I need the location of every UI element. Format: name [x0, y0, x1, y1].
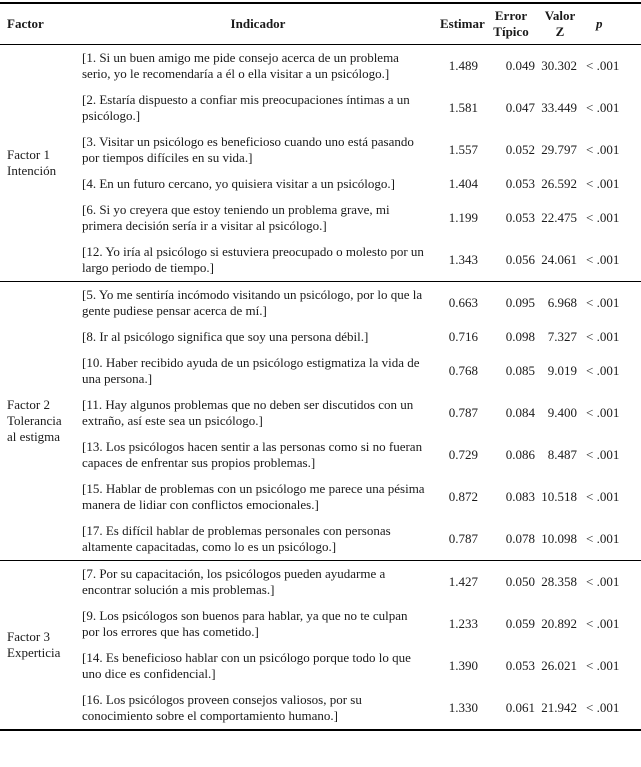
std-error-cell: 0.098	[505, 329, 535, 344]
estimate-cell: 1.390	[448, 658, 478, 673]
table-row	[0, 350, 641, 392]
table-row	[0, 392, 641, 434]
indicator-cell: [1. Si un buen amigo me pide consejo acerca de un problema serio, yo le recomendaría a él o ella visitar a un psicólogo.]	[82, 50, 399, 81]
std-error-cell: 0.095	[505, 295, 535, 310]
std-error-cell: 0.052	[505, 142, 535, 157]
p-value-cell: < .001	[586, 405, 620, 420]
estimate-cell: 0.787	[448, 531, 478, 546]
factor-label: Factor 3 Experticia	[7, 629, 61, 660]
z-value-cell: 8.487	[547, 447, 577, 462]
estimate-cell: 1.343	[448, 252, 478, 267]
z-value-cell: 21.942	[541, 700, 577, 715]
p-value-cell: < .001	[586, 295, 620, 310]
std-error-cell: 0.083	[505, 489, 535, 504]
std-error-cell: 0.084	[505, 405, 535, 420]
table-row	[0, 45, 641, 88]
p-value-cell: < .001	[586, 252, 620, 267]
estimate-cell: 1.557	[448, 142, 478, 157]
p-value-cell: < .001	[586, 616, 620, 631]
header-estimar: Estimar	[438, 3, 484, 45]
table-row	[0, 324, 641, 350]
p-value-cell: < .001	[586, 142, 620, 157]
factor-label: Factor 2 Tolerancia al estigma	[7, 397, 62, 444]
p-value-cell: < .001	[586, 574, 620, 589]
estimate-cell: 0.716	[448, 329, 478, 344]
z-value-cell: 6.968	[547, 295, 577, 310]
indicator-cell: [11. Hay algunos problemas que no deben ser discutidos con un extraño, así este sea un psicólogo.]	[82, 397, 414, 428]
std-error-cell: 0.047	[505, 100, 535, 115]
estimate-cell: 0.663	[448, 295, 478, 310]
indicator-cell: [3. Visitar un psicólogo es beneficioso cuando uno está pasando por tiempos difíciles en su vida.]	[82, 134, 414, 165]
indicator-cell: [10. Haber recibido ayuda de un psicólogo estigmatiza la vida de una persona.]	[82, 355, 420, 386]
header-p: p	[582, 3, 641, 45]
indicator-cell: [8. Ir al psicólogo significa que soy una persona débil.]	[82, 329, 369, 344]
z-value-cell: 9.400	[547, 405, 577, 420]
z-value-cell: 10.098	[541, 531, 577, 546]
p-value-cell: < .001	[586, 658, 620, 673]
factor-label: Factor 1 Intención	[7, 147, 57, 178]
z-value-cell: 20.892	[541, 616, 577, 631]
z-value-cell: 29.797	[541, 142, 577, 157]
z-value-cell: 7.327	[547, 329, 577, 344]
factor-group-1	[0, 45, 641, 282]
estimate-cell: 0.729	[448, 447, 478, 462]
estimate-cell: 1.404	[448, 176, 478, 191]
estimate-cell: 1.330	[448, 700, 478, 715]
table-row	[0, 282, 641, 325]
estimate-cell: 0.872	[448, 489, 478, 504]
indicator-cell: [12. Yo iría al psicólogo si estuviera preocupado o molesto por un largo periodo de tiempo.]	[82, 244, 424, 275]
table-row	[0, 561, 641, 604]
p-value-cell: < .001	[586, 210, 620, 225]
std-error-cell: 0.056	[505, 252, 535, 267]
std-error-cell: 0.086	[505, 447, 535, 462]
z-value-cell: 26.021	[541, 658, 577, 673]
table-row	[0, 171, 641, 197]
estimate-cell: 0.768	[448, 363, 478, 378]
std-error-cell: 0.049	[505, 58, 535, 73]
std-error-cell: 0.078	[505, 531, 535, 546]
table-row	[0, 434, 641, 476]
estimate-cell: 1.581	[448, 100, 478, 115]
estimate-cell: 1.427	[448, 574, 478, 589]
table-row	[0, 603, 641, 645]
table-row	[0, 476, 641, 518]
p-value-cell: < .001	[586, 489, 620, 504]
factor-group-2	[0, 282, 641, 561]
indicator-cell: [7. Por su capacitación, los psicólogos pueden ayudarme a encontrar solución a mis problemas.]	[82, 566, 386, 597]
header-factor: Factor	[0, 3, 78, 45]
p-value-cell: < .001	[586, 176, 620, 191]
table-header	[0, 3, 641, 45]
table-row	[0, 687, 641, 730]
indicator-cell: [17. Es difícil hablar de problemas personales con personas altamente capacitadas, como lo es un psicólogo.]	[82, 523, 391, 554]
z-value-cell: 24.061	[541, 252, 577, 267]
std-error-cell: 0.050	[505, 574, 535, 589]
z-value-cell: 22.475	[541, 210, 577, 225]
table-row	[0, 197, 641, 239]
p-value-cell: < .001	[586, 447, 620, 462]
z-value-cell: 30.302	[541, 58, 577, 73]
z-value-cell: 28.358	[541, 574, 577, 589]
z-value-cell: 9.019	[547, 363, 577, 378]
header-indicador: Indicador	[78, 3, 438, 45]
z-value-cell: 33.449	[541, 100, 577, 115]
p-value-cell: < .001	[586, 100, 620, 115]
indicator-cell: [16. Los psicólogos proveen consejos valiosos, por su conocimiento sobre el comportamiento humano.]	[82, 692, 362, 723]
p-value-cell: < .001	[586, 700, 620, 715]
table-row	[0, 129, 641, 171]
header-valor-z: Valor Z	[538, 3, 582, 45]
std-error-cell: 0.053	[505, 210, 535, 225]
p-value-cell: < .001	[586, 329, 620, 344]
z-value-cell: 26.592	[541, 176, 577, 191]
table-row	[0, 239, 641, 282]
header-error-tipico: Error Típico	[484, 3, 538, 45]
indicator-cell: [14. Es beneficioso hablar con un psicólogo porque todo lo que uno dice es confidencial.]	[82, 650, 411, 681]
indicator-cell: [6. Si yo creyera que estoy teniendo un problema grave, mi primera decisión sería ir a visitar al psicólogo.]	[82, 202, 390, 233]
std-error-cell: 0.085	[505, 363, 535, 378]
indicator-cell: [2. Estaría dispuesto a confiar mis preocupaciones íntimas a un psicólogo.]	[82, 92, 410, 123]
p-value-cell: < .001	[586, 363, 620, 378]
header-row	[0, 3, 641, 45]
table-row	[0, 87, 641, 129]
p-value-cell: < .001	[586, 58, 620, 73]
indicator-cell: [13. Los psicólogos hacen sentir a las personas como si no fueran capaces de enfrentar sus propios problemas.]	[82, 439, 423, 470]
std-error-cell: 0.053	[505, 658, 535, 673]
factor-loadings-table	[0, 2, 641, 731]
indicator-cell: [4. En un futuro cercano, yo quisiera visitar a un psicólogo.]	[82, 176, 395, 191]
z-value-cell: 10.518	[541, 489, 577, 504]
std-error-cell: 0.059	[505, 616, 535, 631]
std-error-cell: 0.053	[505, 176, 535, 191]
estimate-cell: 1.489	[448, 58, 478, 73]
indicator-cell: [9. Los psicólogos son buenos para hablar, ya que no te culpan por los errores que has cometido.]	[82, 608, 408, 639]
indicator-cell: [15. Hablar de problemas con un psicólogo me parece una pésima manera de lidiar con conflictos emocionales.]	[82, 481, 425, 512]
std-error-cell: 0.061	[505, 700, 535, 715]
factor-group-3	[0, 561, 641, 731]
indicator-cell: [5. Yo me sentiría incómodo visitando un psicólogo, por lo que la gente pudiese pensar acerca de mí.]	[82, 287, 423, 318]
estimate-cell: 1.233	[448, 616, 478, 631]
p-value-cell: < .001	[586, 531, 620, 546]
estimate-cell: 1.199	[448, 210, 478, 225]
estimate-cell: 0.787	[448, 405, 478, 420]
table-row	[0, 645, 641, 687]
table-row	[0, 518, 641, 561]
